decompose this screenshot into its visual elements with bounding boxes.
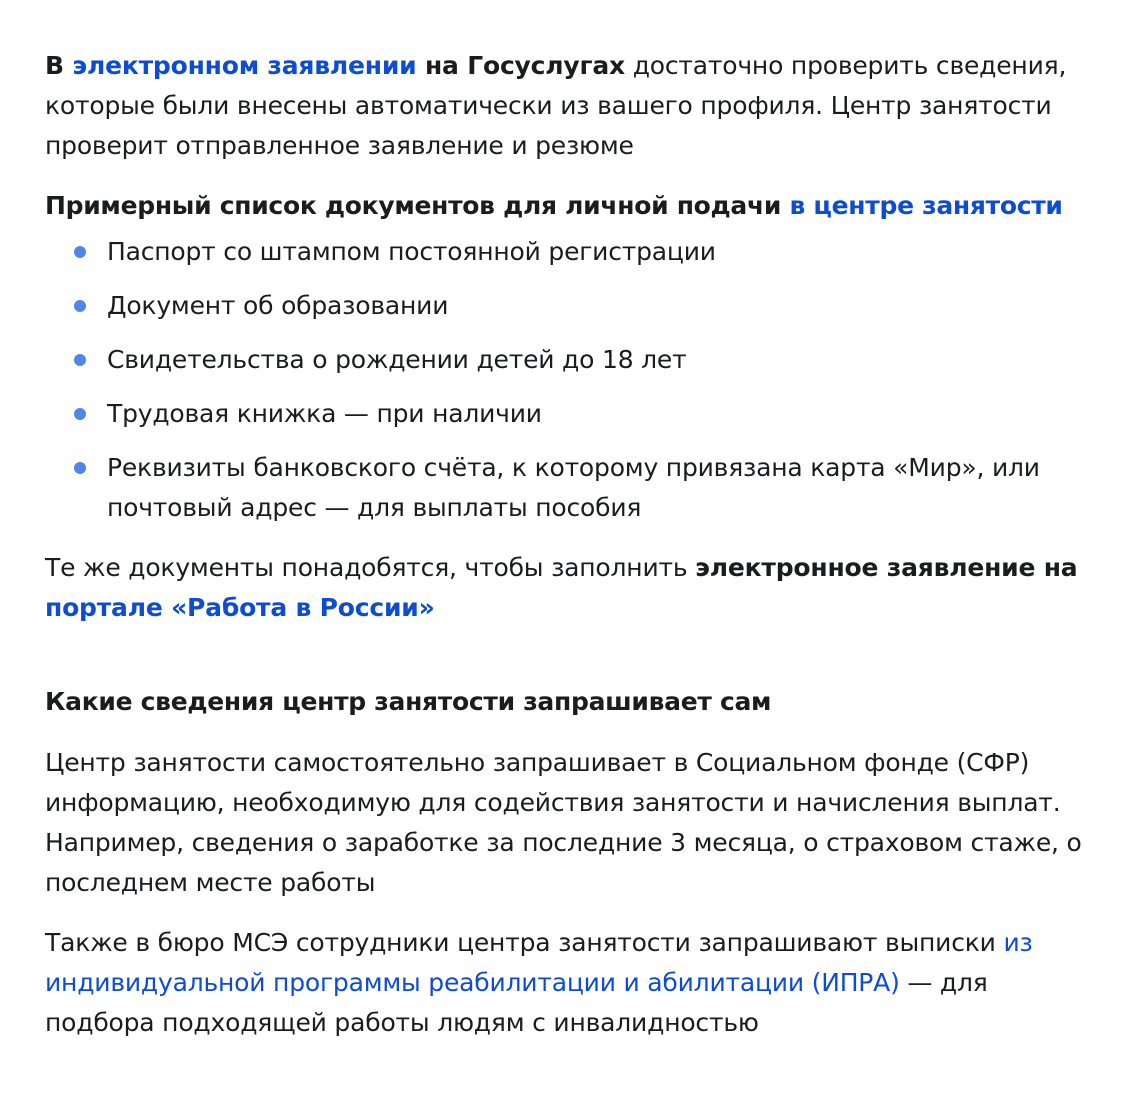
list-item-text: Паспорт со штампом постоянной регистрации <box>107 237 716 266</box>
bullet-icon <box>74 408 86 420</box>
list-item-text: Трудовая книжка — при наличии <box>107 399 542 428</box>
sfr-paragraph: Центр занятости самостоятельно запрашивает в Социальном фонде (СФР) информацию, необходимую для содействия занятости и начисления выплат. Например, сведения о заработке за последние 3 месяца, о страховом стаже, о последнем месте работы <box>45 748 1082 897</box>
list-item <box>45 232 1102 272</box>
intro-rest: достаточно проверить сведения, которые были внесены автоматически из вашего профиля. Центр занятости проверит отправленное заявление и резюме <box>45 51 1067 160</box>
gosuslugi-text: на Госуслугах <box>416 51 625 80</box>
intro-paragraph <box>45 46 1102 166</box>
mse-paragraph <box>45 923 1102 1043</box>
list-item <box>45 286 1102 326</box>
mse-text: Также в бюро МСЭ сотрудники центра занятости запрашивают выписки <box>45 928 1004 957</box>
same-documents-paragraph <box>45 548 1102 628</box>
employment-center-link[interactable]: в центре занятости <box>789 191 1063 220</box>
list-item-text: Свидетельства о рождении детей до 18 лет <box>107 345 687 374</box>
bullet-icon <box>74 354 86 366</box>
electronic-application-link[interactable]: электронном заявлении <box>72 51 417 80</box>
same-documents-text: Те же документы понадобятся, чтобы заполнить <box>45 553 696 582</box>
rabota-rossii-link[interactable]: портале «Работа в России» <box>45 593 435 622</box>
ipra-link[interactable]: из индивидуальной программы реабилитации и абилитации (ИПРА) <box>45 928 1033 997</box>
list-item <box>45 448 1102 528</box>
documents-heading <box>45 186 1102 226</box>
bullet-icon <box>74 246 86 258</box>
section-heading: Какие сведения центр занятости запрашивает сам <box>45 687 772 716</box>
list-item <box>45 340 1102 380</box>
documents-list <box>45 232 1102 528</box>
bullet-icon <box>74 462 86 474</box>
list-item <box>45 394 1102 434</box>
intro-prefix: В <box>45 51 73 80</box>
electronic-application-bold: электронное заявление на <box>695 553 1078 582</box>
list-item-text: Реквизиты банковского счёта, к которому привязана карта «Мир», или почтовый адрес — для выплаты пособия <box>107 453 1040 522</box>
list-item-text: Документ об образовании <box>107 291 449 320</box>
mse-rest: — для подбора подходящей работы людям с инвалидностью <box>45 968 988 1037</box>
bullet-icon <box>74 300 86 312</box>
documents-heading-text: Примерный список документов для личной подачи <box>45 191 790 220</box>
